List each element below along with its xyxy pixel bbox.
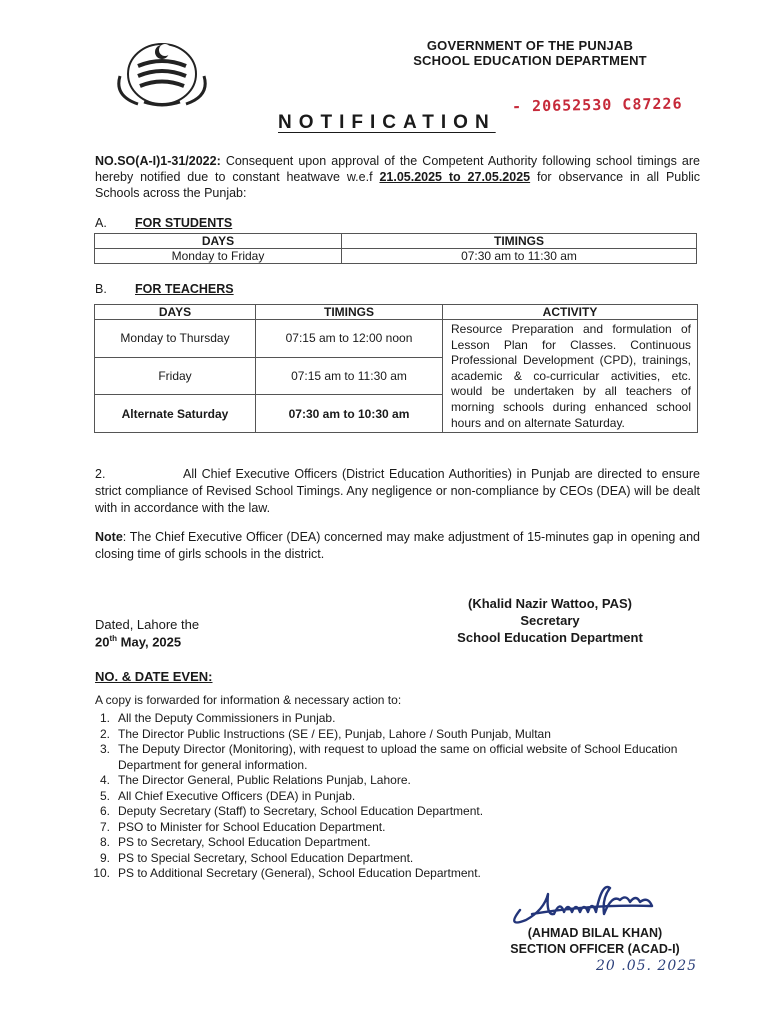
section-title: FOR STUDENTS <box>135 216 233 230</box>
list-item <box>88 820 703 836</box>
copy-intro: A copy is forwarded for information & necessary action to: <box>95 693 402 707</box>
list-number: 3. <box>99 742 110 756</box>
punjab-govt-emblem-logo <box>110 36 214 108</box>
effective-dates: 21.05.2025 to 27.05.2025 <box>379 170 531 184</box>
list-text: PS to Secretary, School Education Department. <box>118 835 371 849</box>
table-header-row <box>95 234 697 249</box>
list-text: PS to Special Secretary, School Education Department. <box>118 850 414 865</box>
signatory-title: Secretary <box>520 613 580 628</box>
header-department: SCHOOL EDUCATION DEPARTMENT <box>413 53 647 68</box>
list-number: 6. <box>99 804 110 818</box>
list-item <box>88 851 703 867</box>
list-item <box>88 835 703 851</box>
list-number: 2. <box>99 726 110 741</box>
list-number: 8. <box>99 835 110 849</box>
list-text: PS to Additional Secretary (General), School Education Department. <box>118 866 481 880</box>
note-paragraph <box>95 529 700 563</box>
list-text: The Deputy Director (Monitoring), with request to upload the same on official website of School Education Department for general information. <box>118 742 678 772</box>
note-text: : The Chief Executive Officer (DEA) concerned may make adjustment of 15-minutes gap in opening and closing time of girls schools in the district. <box>95 530 700 561</box>
list-number: 9. <box>99 850 110 865</box>
students-timings-table <box>94 233 697 264</box>
section-officer-name: (AHMAD BILAL KHAN) <box>527 926 663 940</box>
timings-cell: 07:30 am to 10:30 am <box>256 395 443 433</box>
list-number: 7. <box>99 819 110 834</box>
list-text: All the Deputy Commissioners in Punjab. <box>118 711 336 725</box>
days-cell: Friday <box>95 357 256 395</box>
handwritten-signature <box>500 880 705 932</box>
days-cell: Monday to Friday <box>95 249 342 264</box>
distribution-list <box>88 711 703 882</box>
list-text: All Chief Executive Officers (DEA) in Punjab. <box>118 788 356 803</box>
col-timings: TIMINGS <box>256 305 443 320</box>
section-officer-title: SECTION OFFICER (ACAD-I) <box>510 942 680 956</box>
students-section-heading <box>95 216 232 230</box>
paragraph-number: 2. <box>95 467 106 481</box>
timings-cell: 07:15 am to 12:00 noon <box>256 320 443 358</box>
activity-cell: Resource Preparation and formulation of Lesson Plan for Classes. Continuous Professional Development (CPD), trainings, academic & co-curricular activities, etc. would be undertaken by all teachers of morning schools during enhanced school hours and on alternate Saturday. <box>443 320 698 433</box>
table-row <box>95 249 697 264</box>
list-text: The Director General, Public Relations Punjab, Lahore. <box>118 773 411 787</box>
list-item <box>88 711 703 727</box>
teachers-timings-table <box>94 304 698 433</box>
days-cell: Monday to Thursday <box>95 320 256 358</box>
dated-date <box>95 634 181 649</box>
col-days: DAYS <box>95 305 256 320</box>
notification-ref-number: NO.SO(A-I)1-31/2022: <box>95 154 221 168</box>
intro-paragraph <box>95 153 700 201</box>
list-item <box>88 789 703 805</box>
paragraph-text: All Chief Executive Officers (District Education Authorities) in Punjab are directed to ensure strict compliance of Revised School Timings. Any negligence or non-compliance by CEOs (DEA) will be dealt with in accordance with the law. <box>95 467 700 515</box>
table-header-row <box>95 305 698 320</box>
notification-title: NOTIFICATION <box>278 112 496 133</box>
list-text: The Director Public Instructions (SE / EE), Punjab, Lahore / South Punjab, Multan <box>118 726 551 741</box>
section-title: FOR TEACHERS <box>135 282 234 296</box>
date-day: 20 <box>95 634 110 650</box>
table-row <box>95 320 698 358</box>
date-rest: May, 2025 <box>117 634 182 650</box>
note-label: Note <box>95 530 123 544</box>
list-number: 10. <box>93 866 110 880</box>
intro-text-end: for observance in all Public Schools across the Punjab: <box>95 170 701 200</box>
list-item <box>88 804 703 820</box>
intro-text: Consequent upon approval of the Competent Authority following school timings are hereby notified due to constant heatwave w.e.f <box>95 154 700 184</box>
list-item <box>88 742 703 773</box>
list-number: 1. <box>99 711 110 725</box>
handwritten-date: 20 .05. 2025 <box>596 958 698 974</box>
list-number: 5. <box>99 788 110 803</box>
signatory-name: (Khalid Nazir Wattoo, PAS) <box>468 596 632 611</box>
col-activity: ACTIVITY <box>443 305 698 320</box>
dated-line: Dated, Lahore the <box>95 617 200 632</box>
timings-cell: 07:15 am to 11:30 am <box>256 357 443 395</box>
teachers-section-heading <box>95 282 234 296</box>
list-item <box>88 773 703 789</box>
section-letter: A. <box>95 216 107 230</box>
signatory-department: School Education Department <box>457 630 643 645</box>
header-government: GOVERNMENT OF THE PUNJAB <box>426 38 634 53</box>
date-suffix: th <box>109 634 118 643</box>
col-timings: TIMINGS <box>342 234 697 249</box>
list-text: Deputy Secretary (Staff) to Secretary, School Education Department. <box>118 804 484 818</box>
copy-heading: NO. & DATE EVEN: <box>95 669 213 684</box>
days-cell: Alternate Saturday <box>95 395 256 433</box>
paragraph-2 <box>95 466 700 517</box>
timings-cell: 07:30 am to 11:30 am <box>342 249 697 264</box>
section-letter: B. <box>95 282 107 296</box>
col-days: DAYS <box>95 234 342 249</box>
diary-stamp-number: - 20652530 C87226 <box>511 94 683 116</box>
list-number: 4. <box>99 773 110 787</box>
list-text: PSO to Minister for School Education Department. <box>118 819 386 834</box>
list-item <box>88 727 703 743</box>
